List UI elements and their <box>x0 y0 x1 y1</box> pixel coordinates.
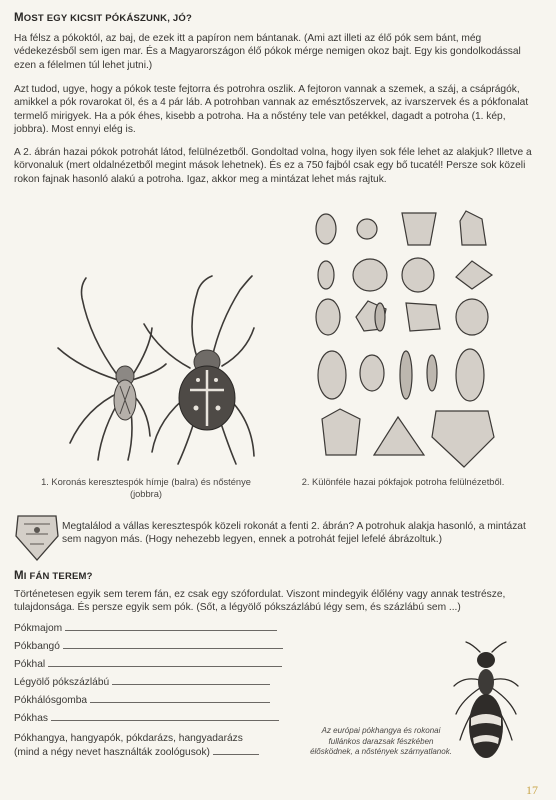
answer-line[interactable] <box>112 684 270 685</box>
answer-line[interactable] <box>213 754 259 755</box>
term-label: Pókmajom <box>14 623 63 634</box>
page-number: 17 <box>526 783 538 797</box>
term-label: Pókbangó <box>14 641 60 652</box>
spider-abdomens-illustration <box>310 205 500 471</box>
abdomen-paragraph: A 2. ábrán hazai pókok potrohát látod, felülnézetből. Gondoltad volna, hogy ilyen sok féle lehet az alakjuk? Illetve a körvonaluk (mert oldalnézetből megint mások lehetnek). És ez a 750 fajból csak egy bő tucatél! Persze sok közeli rokon fajnak hasonló alakú a potroha. Igaz, akkor meg a mintázat lehet más rajtuk. <box>14 147 532 185</box>
fill-in-row <box>14 658 282 671</box>
answer-line[interactable] <box>51 720 279 721</box>
title-initial: M <box>14 570 24 582</box>
section-title-spiders <box>14 12 192 25</box>
intro-paragraph: Ha félsz a pókoktól, az baj, de ezek itt a papíron nem bántanak. (Ami azt illeti az élő pók sem bánt, még védekezésből sem igen mar. És a Magyarországon élő pókok mérge nemigen okoz bajt. Egy kis gondolkodással ezen a félelmen túl lehet jutni.) <box>14 33 521 71</box>
fill-in-row <box>14 746 259 759</box>
velvet-ant-illustration <box>446 640 526 770</box>
insect-note: Az európai pókhangya és rokonai fullánkos darazsak fészkében élősködnek, a nőstények szárnyatlanok. <box>310 726 452 756</box>
fill-in-row <box>14 622 277 635</box>
anatomy-paragraph: Azt tudod, ugye, hogy a pókok teste fejtorra és potrohra oszlik. A fejtoron vannak a szemek, a száj, a csáprágók, amikkel a pók rovarokat öl, és a 4 pár láb. A potrohban vannak az emésztőszervek, az ivarszervek és a pókfonalat termelő mirigyek. Ha a pók éhes, kisebb a potroha. Ha a nőstény tele van petékkel, dagadt a potroha (1. kép, jobbra). Most ennyi elég is. <box>14 84 529 136</box>
fill-in-row <box>14 676 270 689</box>
term-label: Pókhas <box>14 713 48 724</box>
figure2-caption: 2. Különféle hazai pókfajok potroha felülnézetből. <box>301 477 505 487</box>
tree-paragraph: Történetesen egyik sem terem fán, ez csak egy szófordulat. Viszont mindegyik élőlény vagy annak testrésze, tulajdonsága. És persze egyik sem pók. (Sőt, a légyölő pókszázlábú légy sem, és százlábú sem ...) <box>14 589 506 614</box>
title-rest: OST EGY KICSIT PÓKÁSZUNK, JÓ? <box>23 13 192 24</box>
term-label: Pókhangya, hangyapók, pókdarázs, hangyadarázs <box>14 733 243 744</box>
answer-line[interactable] <box>65 630 277 631</box>
term-label: Légyölő pókszázlábú <box>14 677 110 688</box>
term-label: (mind a négy nevet használták zoológusok) <box>14 747 210 758</box>
cross-spider-illustration <box>40 268 260 468</box>
term-label: Pókhal <box>14 659 46 670</box>
answer-line[interactable] <box>63 648 283 649</box>
fill-in-row <box>14 694 270 707</box>
fill-in-row <box>14 712 279 725</box>
answer-line[interactable] <box>48 666 282 667</box>
term-label: Pókhálósgomba <box>14 695 88 706</box>
title-rest: I FÁN TEREM? <box>23 571 93 582</box>
figure1-caption: 1. Koronás keresztespók hímje (balra) és nősténye (jobbra) <box>41 477 251 499</box>
fill-in-row <box>14 732 243 745</box>
answer-line[interactable] <box>90 702 270 703</box>
question-paragraph: Megtalálod a vállas keresztespók közeli rokonát a fenti 2. ábrán? A potrohuk alakja hasonló, a mintázat sem nagyon más. (Hogy nehezebb legyen, ennek a potrohát fejjel lefelé ábrázoltuk.) <box>62 521 526 546</box>
upside-down-abdomen-illustration <box>14 510 60 562</box>
title-initial: M <box>14 12 24 24</box>
section-title-tree <box>14 570 93 583</box>
fill-in-row <box>14 640 283 653</box>
